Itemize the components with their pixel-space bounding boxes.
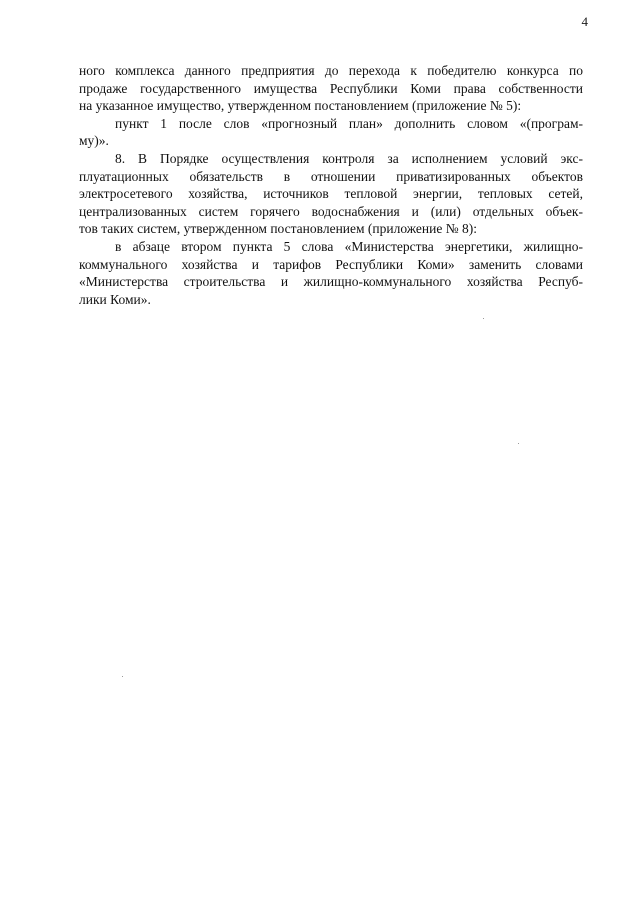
text-line: тов таких систем, утвержденном постановлением (приложение № 8):: [79, 221, 477, 237]
text-line: в абзаце втором пункта 5 слова «Министерства энергетики, жилищно-: [115, 238, 583, 254]
text-line: пункт 1 после слов «прогнозный план» дополнить словом «(програм-: [115, 115, 583, 131]
text-line: коммунального хозяйства и тарифов Республики Коми» заменить словами: [79, 256, 583, 272]
scan-speck: [483, 318, 484, 319]
text-line: продаже государственного имущества Республики Коми права собственности: [79, 80, 583, 96]
scan-speck: [518, 443, 519, 444]
text-line: электросетевого хозяйства, источников тепловой энергии, тепловых сетей,: [79, 186, 583, 202]
scan-speck: [122, 676, 123, 677]
text-line: «Министерства строительства и жилищно-коммунального хозяйства Респуб-: [79, 274, 583, 290]
paragraph-item-8: [79, 150, 583, 238]
text-line: плуатационных обязательств в отношении приватизированных объектов: [79, 168, 583, 184]
text-line: ного комплекса данного предприятия до перехода к победителю конкурса по: [79, 63, 583, 78]
paragraph-continuation: [79, 62, 583, 115]
text-line: 8. В Порядке осуществления контроля за исполнением условий экс-: [115, 150, 583, 166]
document-body: [79, 62, 583, 308]
paragraph-item-1: [79, 115, 583, 150]
text-line: му)».: [79, 133, 109, 149]
page-number: 4: [581, 14, 588, 29]
text-line: на указанное имущество, утвержденном постановлением (приложение № 5):: [79, 98, 522, 114]
paragraph-amendment: [79, 238, 583, 308]
text-line: лики Коми».: [79, 291, 151, 307]
text-line: централизованных систем горячего водоснабжения и (или) отдельных объек-: [79, 203, 583, 219]
